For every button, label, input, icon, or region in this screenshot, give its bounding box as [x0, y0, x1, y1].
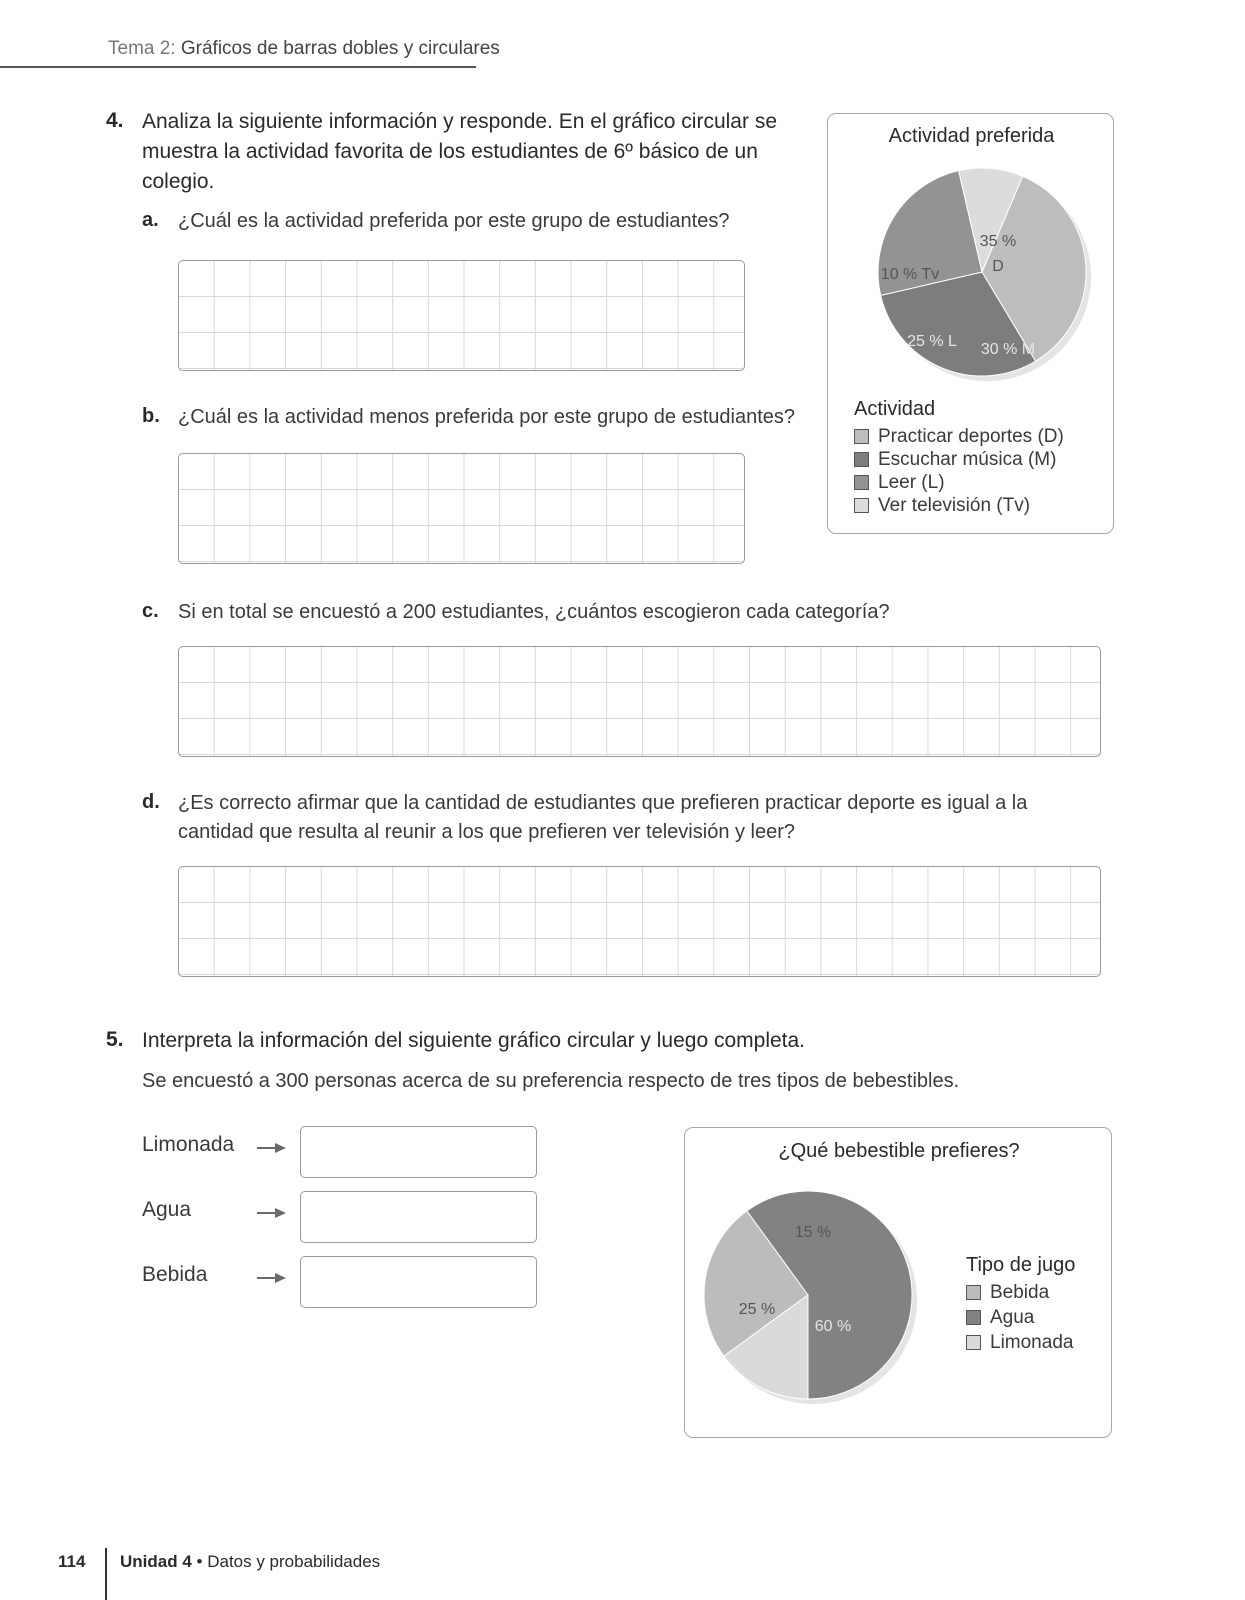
arrow-right-icon — [256, 1140, 288, 1156]
legend-label: Limonada — [990, 1331, 1074, 1353]
pie-data-label: 10 % Tv — [880, 266, 940, 283]
question-4-number: 4. — [106, 109, 124, 132]
pie-data-label: D — [992, 258, 1004, 275]
arrow-right-icon — [256, 1205, 288, 1221]
item-b-letter: b. — [142, 405, 160, 427]
legend-swatch — [854, 429, 869, 444]
chart-panel-actividad — [827, 113, 1114, 534]
pie-data-label: 25 % — [738, 1301, 776, 1318]
legend-swatch — [966, 1310, 981, 1325]
legend-label: Escuchar música (M) — [878, 448, 1057, 470]
item-b-text: ¿Cuál es la actividad menos preferida por este grupo de estudiantes? — [178, 406, 796, 428]
pie-data-label: 60 % — [814, 1318, 852, 1335]
legend-label: Ver televisión (Tv) — [878, 494, 1031, 516]
item-a-letter: a. — [142, 209, 159, 231]
page-header — [108, 38, 500, 60]
chart-1-legend — [854, 425, 1064, 517]
page-number: 114 — [58, 1552, 86, 1571]
answer-grid-c[interactable] — [178, 646, 1101, 757]
legend-swatch — [966, 1285, 981, 1300]
legend-swatch — [854, 498, 869, 513]
pie-data-label: 30 % M — [980, 341, 1036, 358]
legend-label: Agua — [990, 1306, 1035, 1328]
item-d-letter: d. — [142, 791, 160, 813]
footer-unit-label: Unidad 4 — [120, 1552, 192, 1571]
question-5-text: Interpreta la información del siguiente gráfico circular y luego completa. — [142, 1029, 806, 1052]
legend-item-leer — [854, 471, 1064, 494]
question-5-number: 5. — [106, 1028, 124, 1051]
item-c-text: Si en total se encuestó a 200 estudiantes, ¿cuántos escogieron cada categoría? — [178, 601, 890, 623]
answer-box-limonada[interactable] — [300, 1126, 537, 1178]
item-a-text: ¿Cuál es la actividad preferida por este grupo de estudiantes? — [178, 210, 730, 232]
header-tema-title: Gráficos de barras dobles y circulares — [180, 38, 500, 59]
footer-unit-title: • Datos y probabilidades — [196, 1552, 381, 1571]
arrow-right-icon — [256, 1270, 288, 1286]
legend-swatch — [966, 1335, 981, 1350]
chart-2-title: ¿Qué bebestible prefieres? — [778, 1140, 1020, 1162]
answer-label-limonada: Limonada — [142, 1133, 235, 1156]
legend-item-agua — [966, 1305, 1073, 1330]
legend-label: Practicar deportes (D) — [878, 425, 1064, 447]
pie-chart-bebestible — [685, 1173, 955, 1413]
answer-box-agua[interactable] — [300, 1191, 537, 1243]
legend-item-deportes — [854, 425, 1064, 448]
pie-data-label: 15 % — [794, 1224, 832, 1241]
answer-grid-a[interactable] — [178, 260, 745, 371]
legend-item-bebida — [966, 1280, 1073, 1305]
item-c-letter: c. — [142, 600, 159, 622]
answer-grid-b[interactable] — [178, 453, 745, 564]
chart-panel-bebestible — [684, 1127, 1112, 1438]
legend-label: Leer (L) — [878, 471, 945, 493]
pie-data-label: 25 % L — [907, 333, 957, 350]
chart-1-title: Actividad preferida — [888, 125, 1055, 147]
legend-item-television — [854, 494, 1064, 517]
answer-label-agua: Agua — [142, 1198, 192, 1221]
chart-1-legend-title: Actividad — [854, 398, 936, 420]
legend-swatch — [854, 452, 869, 467]
header-rule — [0, 66, 476, 68]
pie-data-label: 35 % — [979, 233, 1017, 250]
item-d-text: ¿Es correcto afirmar que la cantidad de estudiantes que prefieren practicar deporte es igual a la cantidad que resulta al reunir a los que prefieren ver televisión y leer? — [178, 792, 1028, 843]
question-4-text: Analiza la siguiente información y responde. En el gráfico circular se muestra la actividad favorita de los estudiantes de 6º básico de un colegio. — [142, 110, 777, 193]
header-tema-label: Tema 2: — [108, 38, 176, 59]
answer-grid-d[interactable] — [178, 866, 1101, 977]
footer-divider — [105, 1548, 107, 1600]
legend-swatch — [854, 475, 869, 490]
legend-item-limonada — [966, 1330, 1073, 1355]
legend-label: Bebida — [990, 1281, 1050, 1303]
footer-unit — [120, 1552, 380, 1572]
chart-2-legend-title: Tipo de jugo — [966, 1254, 1076, 1276]
chart-2-legend — [966, 1280, 1073, 1355]
legend-item-musica — [854, 448, 1064, 471]
answer-box-bebida[interactable] — [300, 1256, 537, 1308]
answer-label-bebida: Bebida — [142, 1263, 208, 1286]
question-5-intro: Se encuestó a 300 personas acerca de su preferencia respecto de tres tipos de bebestibles. — [142, 1070, 960, 1092]
